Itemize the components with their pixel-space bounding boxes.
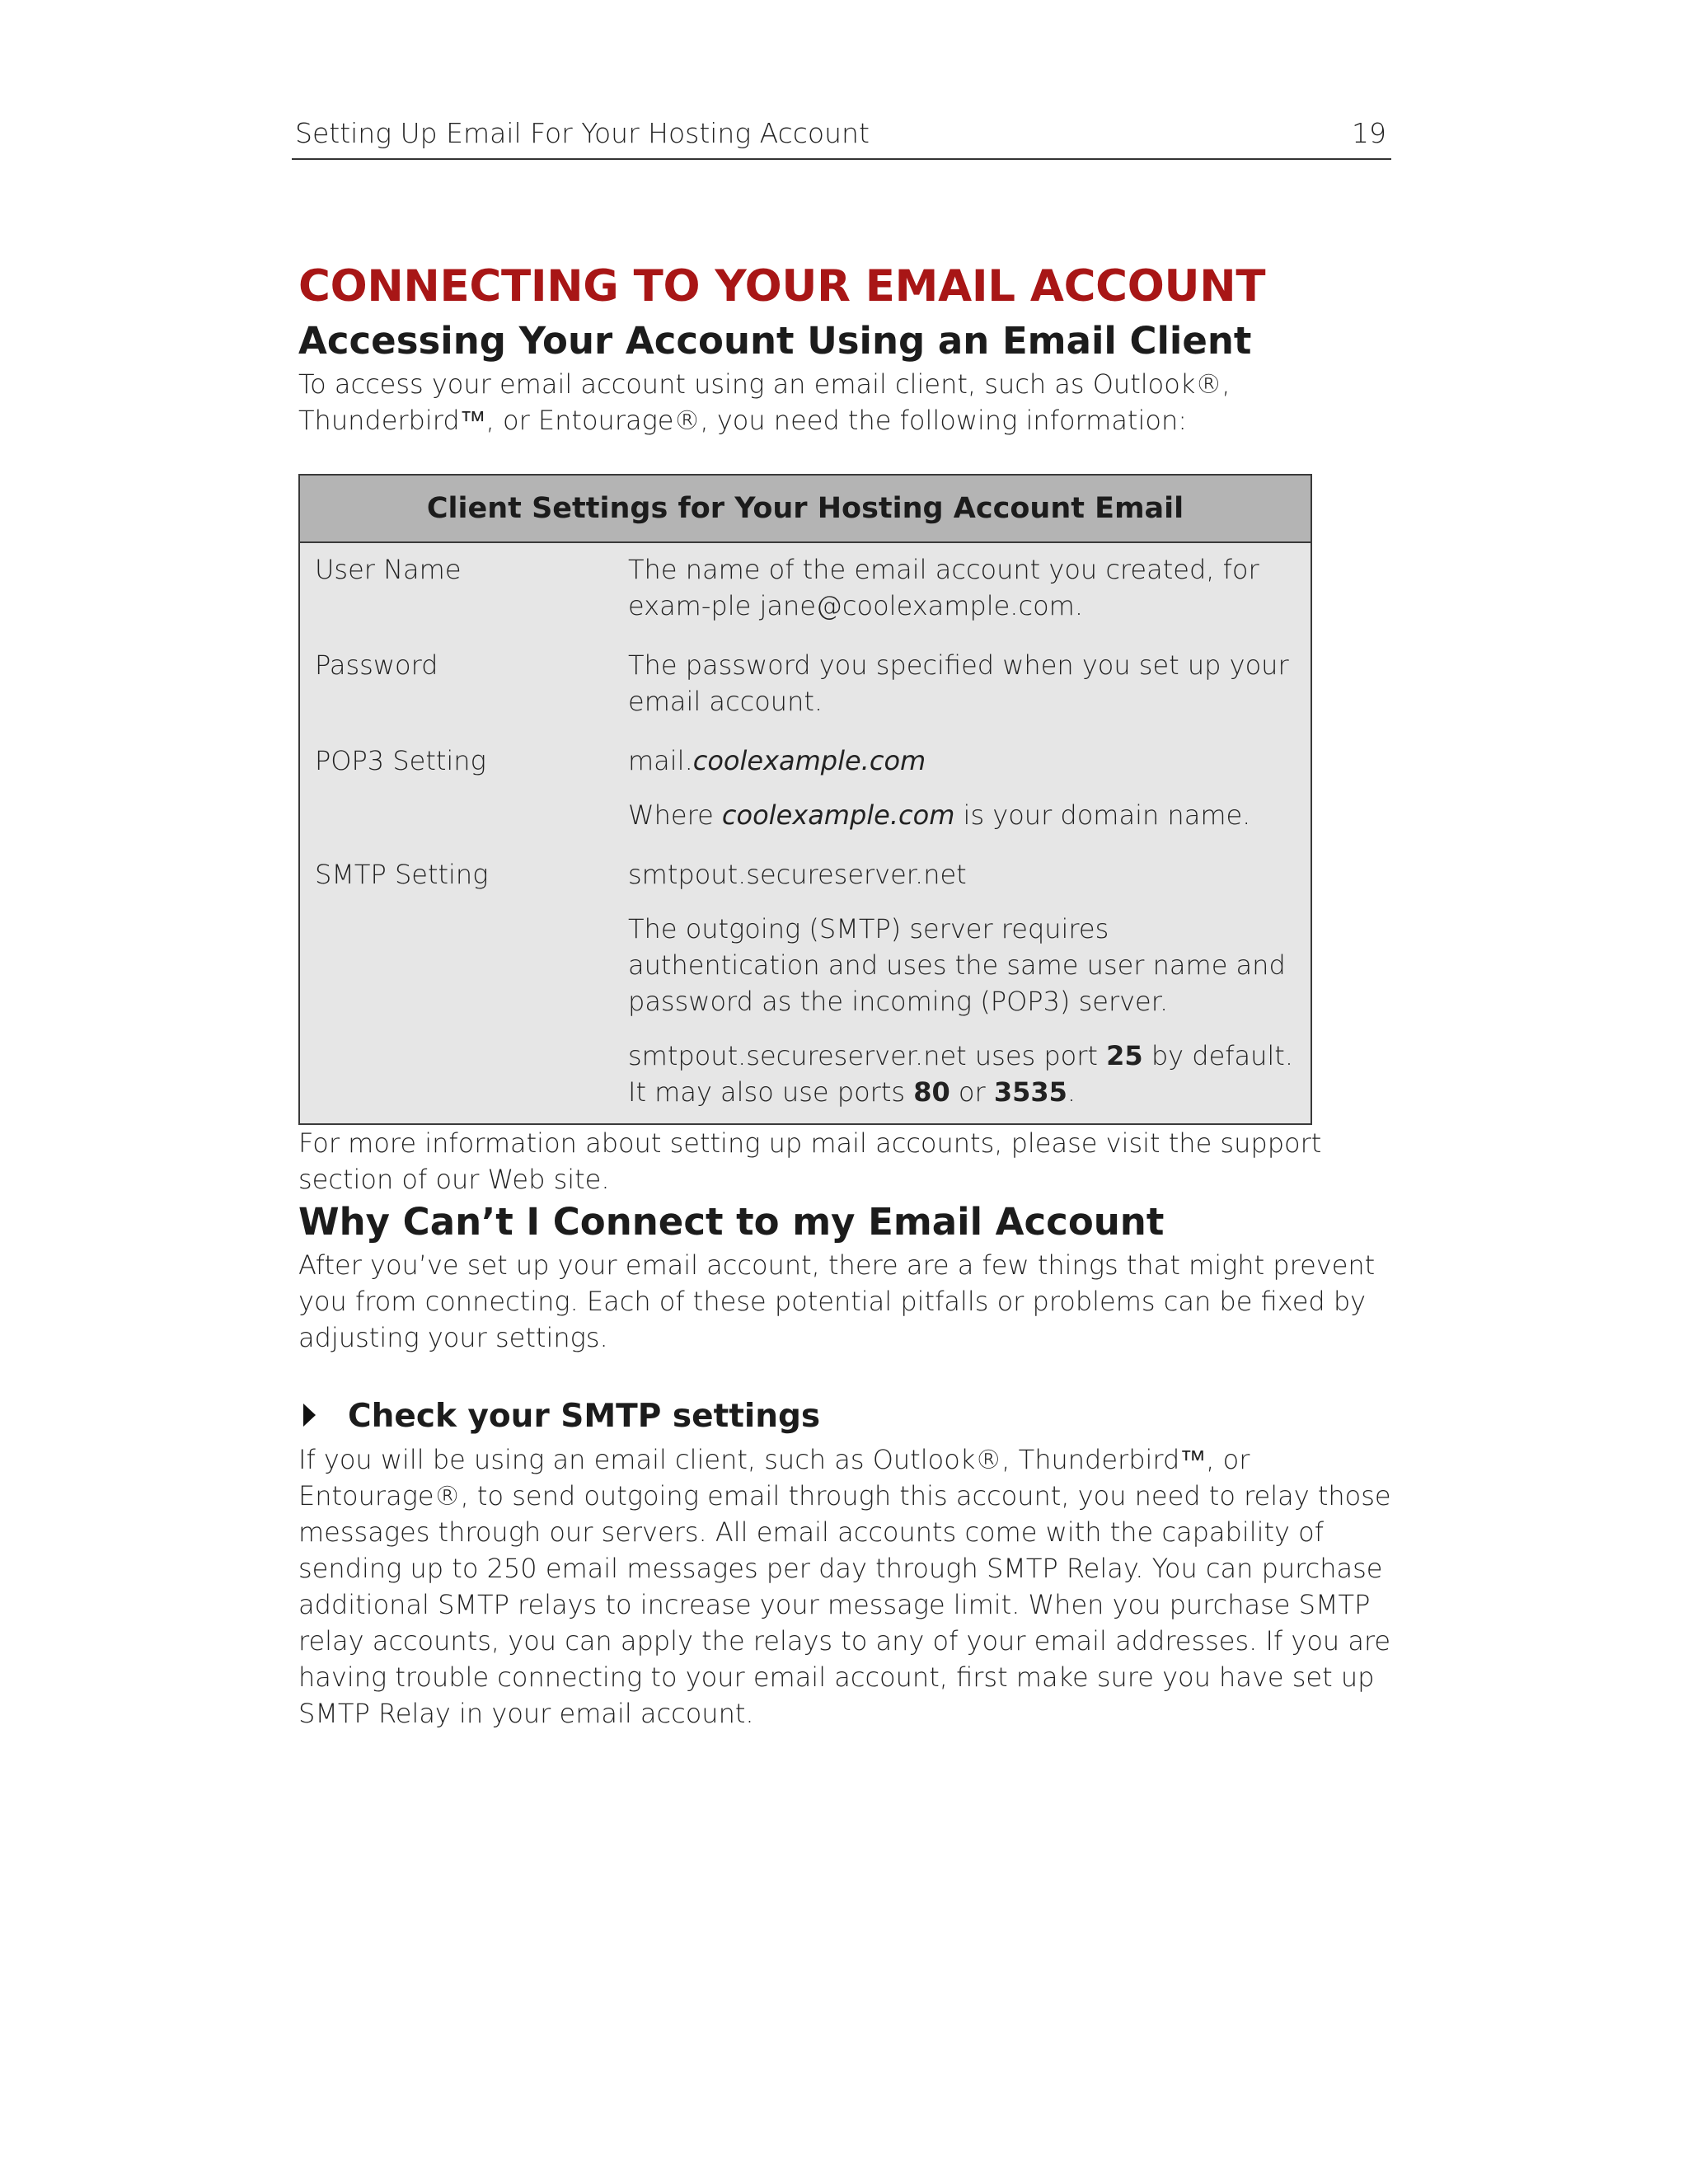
note-prefix: Where bbox=[628, 799, 722, 831]
pop3-prefix: mail. bbox=[628, 745, 693, 776]
subsection-heading-block bbox=[298, 1392, 1395, 1441]
row-label: SMTP Setting bbox=[315, 859, 489, 890]
user-name-description: The name of the email account you created, for exam-ple jane@coolexample.com. bbox=[628, 554, 1259, 621]
pop3-server bbox=[628, 743, 1294, 779]
page-number: 19 bbox=[1352, 117, 1386, 149]
more-info-paragraph: For more information about setting up mail accounts, please visit the support section of our Web site. bbox=[298, 1127, 1322, 1195]
smtp-port-note bbox=[628, 1038, 1294, 1110]
row-value bbox=[612, 542, 1311, 624]
page-content bbox=[298, 257, 1395, 1732]
header-title: Setting Up Email For Your Hosting Account bbox=[295, 117, 870, 149]
smtp-settings-paragraph: If you will be using an email client, such as Outlook®, Thunderbird™, or Entourage®, to send outgoing email through this account, you need to relay those messages through our servers. All email accounts come with the capability of sending up to 250 email messages per day through SMTP Relay. You can purchase additional SMTP relays to increase your message limit. When you purchase SMTP relay accounts, you can apply the relays to any of your email addresses. If you are having trouble connecting to your email account, first make sure you have set up SMTP Relay in your email account. bbox=[298, 1444, 1391, 1729]
port-alt: 80 bbox=[913, 1076, 950, 1108]
running-header bbox=[292, 115, 1391, 160]
port-text: . bbox=[1067, 1076, 1076, 1108]
row-value bbox=[612, 833, 1311, 1124]
table-row-user-name bbox=[299, 542, 1311, 624]
port-text: by default. It may also use ports bbox=[628, 1040, 1294, 1108]
smtp-server: smtpout.secureserver.net bbox=[628, 859, 967, 890]
chapter-title: CONNECTING TO YOUR EMAIL ACCOUNT bbox=[298, 261, 1266, 312]
row-value bbox=[612, 719, 1311, 833]
section-intro-paragraph: After you’ve set up your email account, there are a few things that might prevent you from connecting. Each of these potential pitfalls or problems can be fixed by adjusting your settings. bbox=[298, 1249, 1376, 1353]
client-settings-table bbox=[298, 474, 1312, 1125]
port-text: smtpout.secureserver.net uses port bbox=[628, 1040, 1107, 1071]
table-row-password bbox=[299, 624, 1311, 719]
pop3-note bbox=[628, 797, 1294, 833]
triangle-bullet-icon bbox=[303, 1404, 316, 1427]
table-row-pop3 bbox=[299, 719, 1311, 833]
port-alt: 3535 bbox=[993, 1076, 1067, 1108]
note-domain: coolexample.com bbox=[721, 799, 955, 831]
row-label: Password bbox=[315, 649, 438, 681]
port-text: or bbox=[950, 1076, 994, 1108]
smtp-auth-note: The outgoing (SMTP) server requires authentication and uses the same user name and password as the incoming (POP3) server. bbox=[628, 913, 1286, 1017]
table-caption: Client Settings for Your Hosting Account Email bbox=[299, 475, 1311, 542]
password-description: The password you specified when you set up your email account. bbox=[628, 649, 1289, 717]
pop3-domain: coolexample.com bbox=[692, 745, 926, 776]
note-suffix: is your domain name. bbox=[954, 799, 1251, 831]
row-label: User Name bbox=[315, 554, 462, 585]
section-intro-paragraph: To access your email account using an email client, such as Outlook®, Thunderbird™, or Entourage®, you need the following information: bbox=[298, 368, 1231, 436]
row-value bbox=[612, 624, 1311, 719]
table-row-smtp bbox=[299, 833, 1311, 1124]
section-heading-connection-problems: Why Can’t I Connect to my Email Account bbox=[298, 1200, 1165, 1244]
subsection-heading: Check your SMTP settings bbox=[348, 1398, 821, 1435]
section-heading-email-client: Accessing Your Account Using an Email Client bbox=[298, 319, 1252, 363]
row-label: POP3 Setting bbox=[315, 745, 486, 776]
port-default: 25 bbox=[1106, 1040, 1143, 1071]
